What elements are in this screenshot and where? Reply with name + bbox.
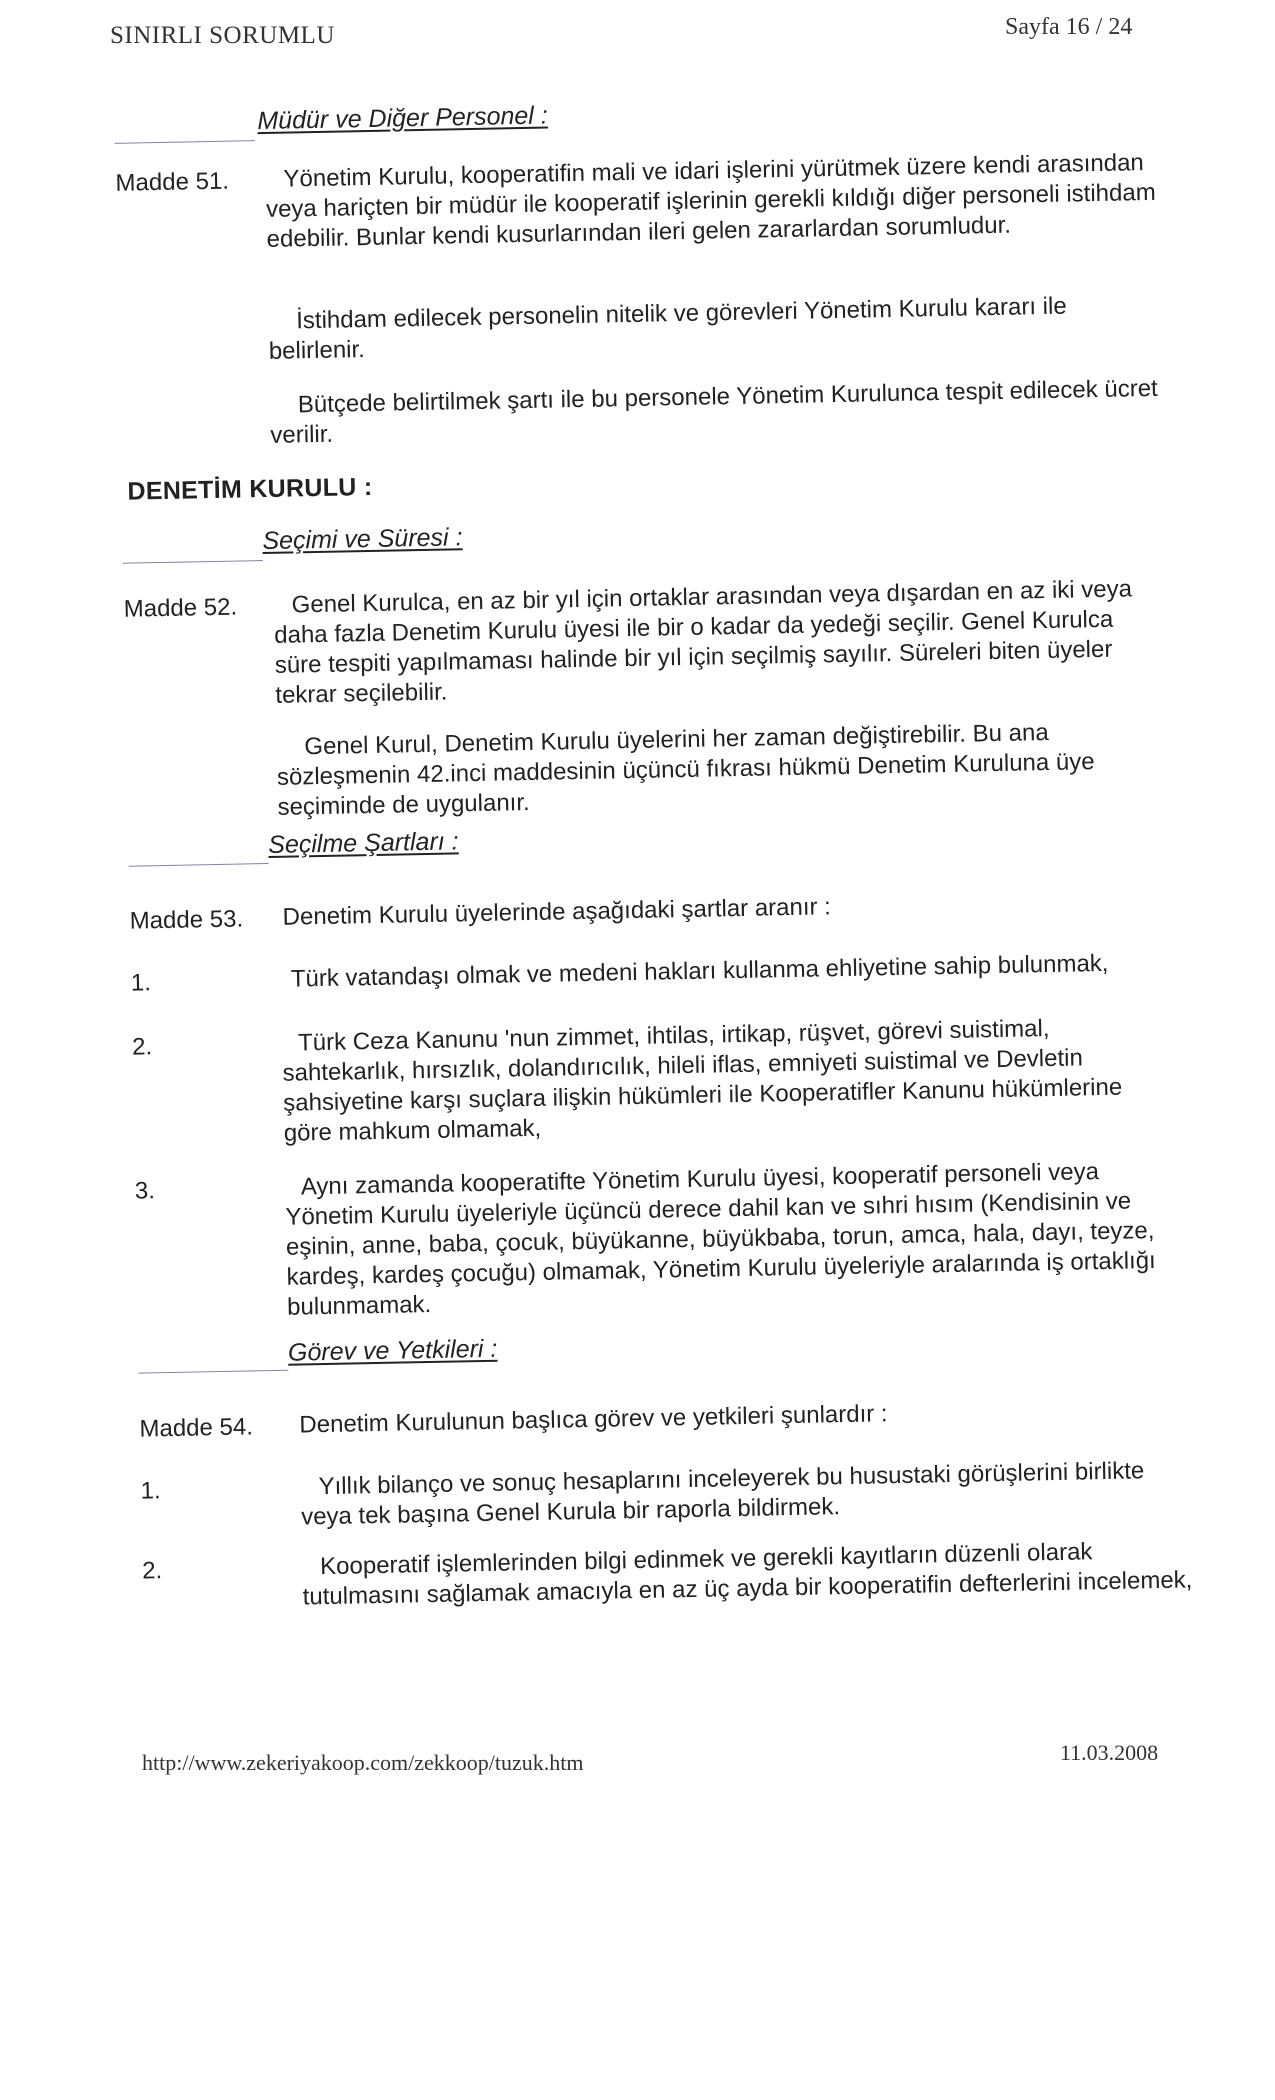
footer-url: http://www.zekeriyakoop.com/zekkoop/tuzuk.htm	[142, 1750, 584, 1775]
heading-rule	[138, 1370, 288, 1374]
heading-rule	[123, 560, 263, 564]
madde-54-intro: Denetim Kurulunun başlıca görev ve yetkileri şunlardır :	[299, 1400, 888, 1439]
madde-51-paragraph-1: Yönetim Kurulu, kooperatifin mali ve idari işlerini yürütmek üzere kendi arasından veya hariçten bir müdür ile kooperatif işlerinin gerekli kıldığı diğer personeli istihdam edebilir. Bunlar kendi kusurlarından ileri gelen zararlardan sorumludur.	[265, 149, 1156, 253]
madde-53-intro: Denetim Kurulu üyelerinde aşağıdaki şartlar aranır :	[282, 893, 832, 931]
madde-53-item-2: Türk Ceza Kanunu 'nun zimmet, ihtilas, irtikap, rüşvet, görevi suistimal, sahtekarlık, hırsızlık, dolandırıcılık, hileli iflas, emniyeti suistimal ve Devletin şahsiyetine karşı suçlara ilişkin hükümleri ile Kooperatifler Kanunu hükümlerine göre mahkum olmamak,	[282, 1015, 1123, 1147]
madde-52-paragraph-2: Genel Kurul, Denetim Kurulu üyelerini her zaman değiştirebilir. Bu ana sözleşmenin 42.inci maddesinin üçüncü fıkrası hükmü Denetim Kuruluna üye seçiminde de uygulanır.	[276, 719, 1095, 821]
madde-51-paragraph-3: Bütçede belirtilmek şartı ile bu personele Yönetim Kurulunca tespit edilecek ücret verilir.	[270, 374, 1158, 449]
madde-51-paragraph-2: İstihdam edilecek personelin nitelik ve görevleri Yönetim Kurulu kararı ile belirlenir.	[268, 292, 1067, 365]
page-number: Sayfa 16 / 24	[1005, 14, 1133, 40]
madde-54-item-1: Yıllık bilanço ve sonuç hesaplarını inceleyerek bu husustaki görüşlerini birlikte veya tek başına Genel Kurula bir raporla bildirmek.	[300, 1457, 1145, 1531]
header-title: SINIRLI SORUMLU	[110, 22, 335, 49]
section-heading-gorev: Görev ve Yetkileri :	[287, 1334, 498, 1367]
section-title-denetim-kurulu: DENETİM KURULU :	[127, 472, 373, 506]
madde-54-item-number: 1.	[140, 1477, 161, 1505]
section-heading-secilme: Seçilme Şartları :	[268, 827, 459, 860]
madde-51-label: Madde 51.	[115, 167, 230, 197]
madde-53-item-number: 2.	[131, 1033, 153, 1061]
section-heading-secimi: Seçimi ve Süresi :	[262, 523, 463, 556]
madde-53-item-3: Aynı zamanda kooperatifte Yönetim Kurulu üyesi, kooperatif personeli veya Yönetim Kurulu üyeleriyle üçüncü derece dahil kan ve sıhri hısım (Kendisinin ve eşinin, anne, baba, çocuk, büyükanne, büyükbaba, torun, amca, hala, dayı, teyze, kardeş, kardeş çocuğu) olmamak, Yönetim Kurulu üyeleriyle aralarında iş ortaklığı bulunmamak.	[285, 1158, 1156, 1321]
heading-rule	[129, 863, 269, 867]
madde-53-item-number: 3.	[134, 1177, 156, 1205]
madde-53-label: Madde 53.	[129, 905, 244, 935]
madde-54-item-2: Kooperatif işlemlerinden bilgi edinmek ve gerekli kayıtların düzenli olarak tutulmasını sağlamak amacıyla en az üç ayda bir kooperatifin defterlerini incelemek,	[302, 1538, 1193, 1611]
madde-52-paragraph-1: Genel Kurulca, en az bir yıl için ortaklar arasından veya dışardan en az iki veya daha fazla Denetim Kurulu üyesi ile bir o kadar da yedeği seçilir. Genel Kurulca süre tespiti yapılmaması halinde bir yıl için seçilmiş sayılır. Süreleri biten üyeler tekrar seçilebilir.	[273, 575, 1133, 709]
madde-54-item-number: 2.	[141, 1557, 163, 1585]
madde-53-item-number: 1.	[130, 969, 152, 997]
heading-rule	[115, 140, 255, 144]
madde-52-label: Madde 52.	[123, 593, 238, 623]
section-heading-mudur: Müdür ve Diğer Personel :	[257, 101, 548, 136]
madde-53-item-1: Türk vatandaşı olmak ve medeni hakları kullanma ehliyetine sahip bulunmak,	[290, 949, 1109, 993]
madde-54-label: Madde 54.	[139, 1413, 254, 1443]
footer-date: 11.03.2008	[1060, 1740, 1159, 1765]
